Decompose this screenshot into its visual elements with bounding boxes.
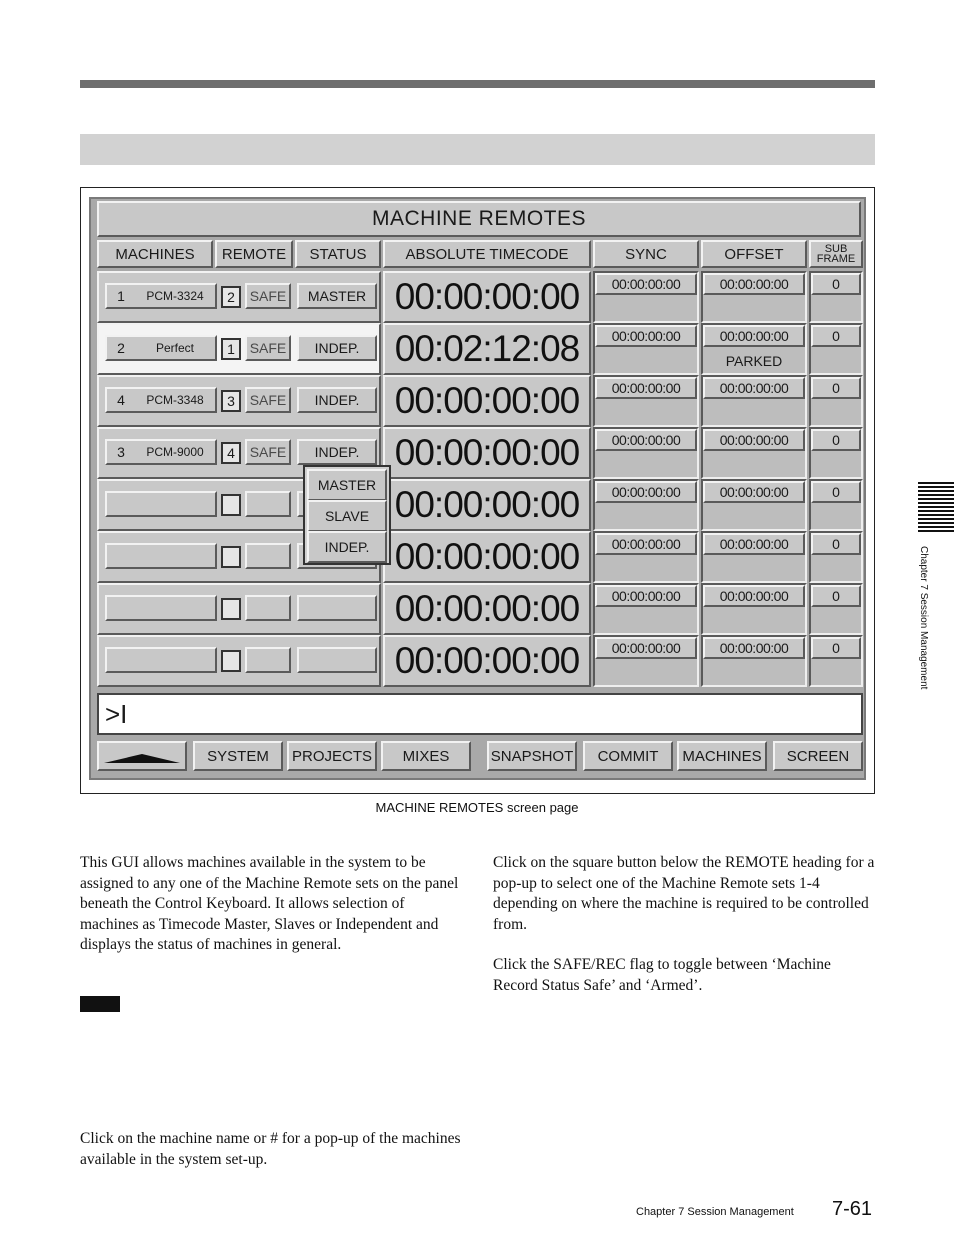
sub-frame-value[interactable]: 0 bbox=[811, 533, 861, 555]
transport-status: PARKED bbox=[725, 353, 783, 369]
offset-timecode[interactable]: 00:00:00:00 bbox=[703, 273, 805, 295]
offset-timecode[interactable]: 00:00:00:00 bbox=[703, 637, 805, 659]
safe-rec-toggle[interactable] bbox=[245, 491, 291, 517]
remote-set-button[interactable] bbox=[221, 598, 241, 620]
sync-timecode[interactable]: 00:00:00:00 bbox=[595, 377, 697, 399]
mixes-button[interactable]: MIXES bbox=[381, 741, 471, 771]
machine-name-button[interactable] bbox=[105, 335, 217, 361]
absolute-timecode-display: 00:00:00:00 bbox=[383, 479, 591, 531]
popup-item-slave[interactable]: SLAVE bbox=[307, 500, 387, 532]
remote-set-button[interactable] bbox=[221, 546, 241, 568]
absolute-timecode-display: 00:00:00:00 bbox=[383, 531, 591, 583]
absolute-timecode-display: 00:02:12:08 bbox=[383, 323, 591, 375]
popup-item-master[interactable]: MASTER bbox=[307, 469, 387, 501]
sync-timecode[interactable]: 00:00:00:00 bbox=[595, 325, 697, 347]
header-sync: SYNC bbox=[593, 240, 699, 268]
remote-set-button[interactable] bbox=[221, 494, 241, 516]
machine-name-button[interactable] bbox=[105, 543, 217, 569]
offset-timecode[interactable]: 00:00:00:00 bbox=[703, 533, 805, 555]
safe-rec-toggle[interactable] bbox=[245, 647, 291, 673]
machine-name-button[interactable] bbox=[105, 491, 217, 517]
machine-number: 2 bbox=[117, 340, 125, 356]
absolute-timecode-display: 00:00:00:00 bbox=[383, 375, 591, 427]
section-title-band bbox=[80, 134, 875, 165]
absolute-timecode-display: 00:00:00:00 bbox=[383, 271, 591, 323]
remote-set-button[interactable] bbox=[221, 650, 241, 672]
remote-set-button[interactable]: 4 bbox=[221, 442, 241, 464]
up-arrow-button[interactable] bbox=[97, 741, 187, 771]
machine-number: 3 bbox=[117, 444, 125, 460]
machine-name-button[interactable] bbox=[105, 439, 217, 465]
screen-button[interactable]: SCREEN bbox=[773, 741, 863, 771]
up-arrow-icon bbox=[104, 754, 180, 763]
sub-frame-value[interactable]: 0 bbox=[811, 481, 861, 503]
machine-name: PCM-3348 bbox=[146, 393, 204, 407]
machine-name-button[interactable] bbox=[105, 647, 217, 673]
transport-status bbox=[703, 298, 805, 320]
sync-timecode[interactable]: 00:00:00:00 bbox=[595, 481, 697, 503]
sub-frame-value[interactable]: 0 bbox=[811, 637, 861, 659]
transport-status bbox=[703, 610, 805, 632]
header-absolute-timecode: ABSOLUTE TIMECODE bbox=[383, 240, 591, 268]
header-sub-frame bbox=[809, 240, 863, 268]
machine-number: 4 bbox=[117, 392, 125, 408]
status-popup-menu bbox=[303, 465, 391, 565]
system-button[interactable]: SYSTEM bbox=[193, 741, 283, 771]
page-number: 7-61 bbox=[832, 1198, 873, 1220]
commit-button[interactable]: COMMIT bbox=[583, 741, 673, 771]
machine-remotes-screen bbox=[89, 197, 866, 780]
status-button[interactable] bbox=[297, 647, 377, 673]
sync-timecode[interactable]: 00:00:00:00 bbox=[595, 585, 697, 607]
note-marker bbox=[80, 996, 120, 1012]
safe-rec-toggle[interactable]: SAFE bbox=[245, 387, 291, 413]
machine-name: PCM-3324 bbox=[146, 289, 204, 303]
header-sub-frame-line1: SUB bbox=[824, 243, 848, 255]
body-left-paragraph-1: This GUI allows machines available in the system to be assigned to any one of the Machine Remote sets on the panel beneath the Control Keyboard. It allows selection of machines as Timecode Master, Slaves or Independent and displays the status of machines in general. bbox=[80, 854, 459, 953]
header-sub-frame-line2: FRAME bbox=[816, 253, 856, 265]
offset-timecode[interactable]: 00:00:00:00 bbox=[703, 585, 805, 607]
chapter-side-tab bbox=[918, 482, 954, 534]
status-button[interactable]: INDEP. bbox=[297, 387, 377, 413]
transport-status bbox=[703, 454, 805, 476]
remote-set-button[interactable]: 3 bbox=[221, 390, 241, 412]
body-left-paragraph-2: Click on the machine name or # for a pop-up of the machines available in the system set-up. bbox=[80, 1130, 461, 1168]
absolute-timecode-display: 00:00:00:00 bbox=[383, 583, 591, 635]
command-line-input[interactable]: >I bbox=[97, 693, 863, 735]
transport-status bbox=[703, 662, 805, 684]
status-button[interactable]: INDEP. bbox=[297, 439, 377, 465]
machine-name-button[interactable] bbox=[105, 283, 217, 309]
safe-rec-toggle[interactable]: SAFE bbox=[245, 335, 291, 361]
projects-button[interactable]: PROJECTS bbox=[287, 741, 377, 771]
transport-status bbox=[703, 402, 805, 424]
machine-name: Perfect bbox=[155, 341, 194, 355]
safe-rec-toggle[interactable]: SAFE bbox=[245, 439, 291, 465]
machine-name-button[interactable] bbox=[105, 595, 217, 621]
offset-timecode[interactable]: 00:00:00:00 bbox=[703, 325, 805, 347]
header-status: STATUS bbox=[295, 240, 381, 268]
safe-rec-toggle[interactable] bbox=[245, 543, 291, 569]
screen-title: MACHINE REMOTES bbox=[97, 201, 861, 237]
figure-caption: MACHINE REMOTES screen page bbox=[375, 800, 579, 815]
sync-timecode[interactable]: 00:00:00:00 bbox=[595, 637, 697, 659]
footer-chapter: Chapter 7 Session Management bbox=[636, 1206, 794, 1218]
sync-timecode[interactable]: 00:00:00:00 bbox=[595, 533, 697, 555]
offset-timecode[interactable]: 00:00:00:00 bbox=[703, 481, 805, 503]
machine-name: PCM-9000 bbox=[146, 445, 204, 459]
body-right-paragraph-2: Click the SAFE/REC flag to toggle between ‘Machine Record Status Safe’ and ‘Armed’. bbox=[493, 956, 831, 994]
sub-frame-value[interactable]: 0 bbox=[811, 377, 861, 399]
top-rule bbox=[80, 80, 875, 88]
sub-frame-value[interactable]: 0 bbox=[811, 429, 861, 451]
machine-number: 1 bbox=[117, 288, 125, 304]
absolute-timecode-display: 00:00:00:00 bbox=[383, 427, 591, 479]
safe-rec-toggle[interactable]: SAFE bbox=[245, 283, 291, 309]
absolute-timecode-display: 00:00:00:00 bbox=[383, 635, 591, 687]
offset-timecode[interactable]: 00:00:00:00 bbox=[703, 429, 805, 451]
sub-frame-value[interactable]: 0 bbox=[811, 325, 861, 347]
sync-timecode[interactable]: 00:00:00:00 bbox=[595, 273, 697, 295]
sync-timecode[interactable]: 00:00:00:00 bbox=[595, 429, 697, 451]
transport-status bbox=[703, 558, 805, 580]
header-machines: MACHINES bbox=[97, 240, 213, 268]
remote-set-button[interactable]: 2 bbox=[221, 286, 241, 308]
snapshot-button[interactable]: SNAPSHOT bbox=[487, 741, 577, 771]
status-button[interactable] bbox=[297, 595, 377, 621]
body-right-paragraph-1: Click on the square button below the REMOTE heading for a pop-up to select one of the Machine Remote sets 1-4 depending on where the machine is required to be controlled from. bbox=[493, 854, 875, 933]
machine-name-button[interactable] bbox=[105, 387, 217, 413]
popup-item-indep[interactable]: INDEP. bbox=[307, 531, 387, 563]
status-button[interactable]: MASTER bbox=[297, 283, 377, 309]
chapter-side-label: Chapter 7 Session Management bbox=[918, 546, 929, 690]
safe-rec-toggle[interactable] bbox=[245, 595, 291, 621]
sub-frame-value[interactable]: 0 bbox=[811, 585, 861, 607]
header-remote: REMOTE bbox=[215, 240, 293, 268]
status-button[interactable]: INDEP. bbox=[297, 335, 377, 361]
header-offset: OFFSET bbox=[701, 240, 807, 268]
transport-status bbox=[703, 506, 805, 528]
offset-timecode[interactable]: 00:00:00:00 bbox=[703, 377, 805, 399]
sub-frame-value[interactable]: 0 bbox=[811, 273, 861, 295]
machines-button[interactable]: MACHINES bbox=[677, 741, 767, 771]
remote-set-button[interactable]: 1 bbox=[221, 338, 241, 360]
